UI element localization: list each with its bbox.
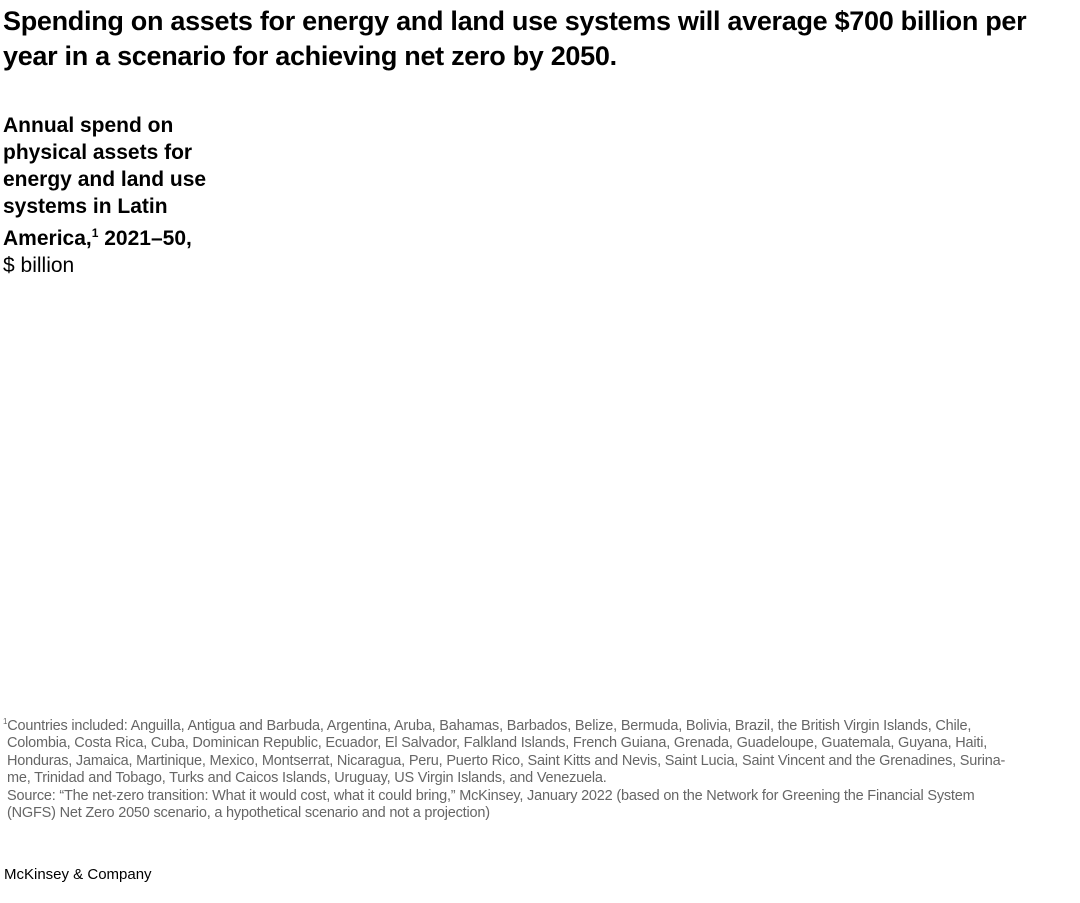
chart-title: Spending on assets for energy and land use systems will average $700 billion per year in a scenario for achieving net zero by 2050.	[3, 6, 1027, 71]
footnote-line: Colombia, Costa Rica, Cuba, Dominican Republic, Ecuador, El Salvador, Falkland Islands, French Guiana, Grenada, Guadeloupe, Guatemala, Guyana, Haiti,	[7, 735, 988, 752]
footnote-ref: 1	[91, 226, 99, 240]
footnote-text: Countries included: Anguilla, Antigua and Barbuda, Argentina, Aruba, Bahamas, Barbados, Belize, Bermuda, Bolivia, Brazil, the British Virgin Islands, Chile,	[7, 717, 972, 734]
source-line: Source: “The net-zero transition: What it would cost, what it could bring,” McKinsey, January 2022 (based on the Network for Greening the Financial System	[7, 787, 975, 804]
footnotes	[3, 713, 1078, 823]
source-line: (NGFS) Net Zero 2050 scenario, a hypothetical scenario and not a projection)	[7, 805, 490, 822]
footnote-line: Honduras, Jamaica, Martinique, Mexico, Montserrat, Nicaragua, Peru, Puerto Rico, Saint Kitts and Nevis, Saint Lucia, Saint Vincent and the Grenadines, Surina-	[7, 752, 1006, 769]
footnote-line	[3, 713, 1078, 735]
chart-subtitle	[3, 112, 233, 279]
footnote-line: me, Trinidad and Tobago, Turks and Caicos Islands, Uruguay, US Virgin Islands, and Venezuela.	[7, 770, 607, 787]
chart-area	[3, 290, 1073, 690]
subtitle-text: Annual spend on physical assets for energy and land use systems in Latin America,	[3, 114, 207, 250]
subtitle-unit: $ billion	[3, 254, 75, 277]
subtitle-period: 2021–50,	[98, 227, 192, 250]
footnote-marker: 1	[3, 717, 8, 726]
mckinsey-logo: McKinsey & Company	[4, 866, 152, 883]
